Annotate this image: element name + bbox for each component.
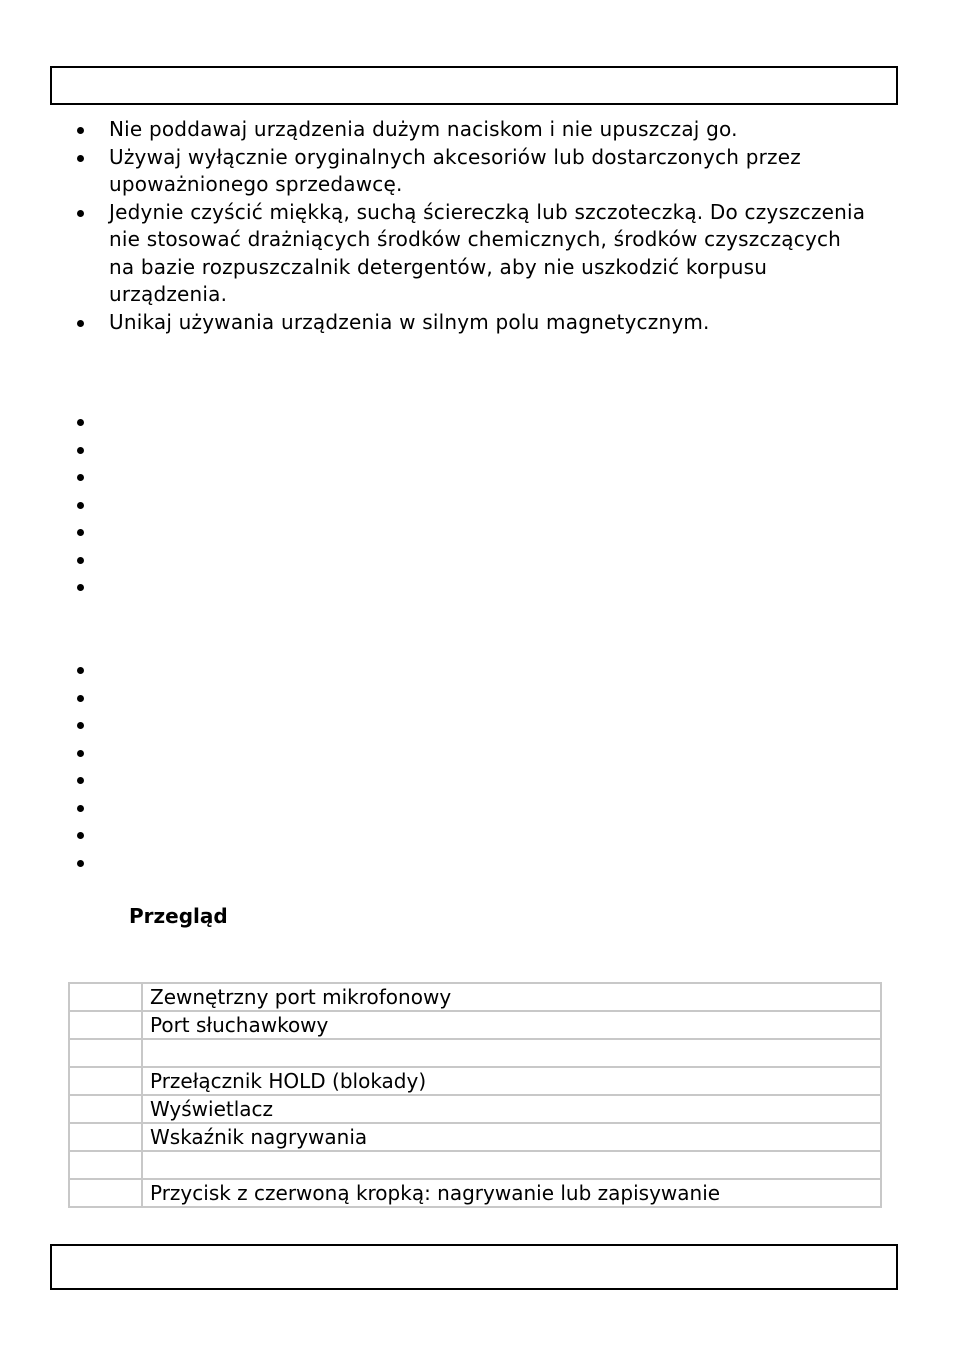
table-row	[69, 1123, 881, 1151]
section-heading: Przegląd	[129, 904, 228, 928]
list-item: Unikaj używania urządzenia w silnym polu magnetycznym.	[0, 309, 869, 337]
safety-list	[0, 116, 869, 336]
bullet-icon	[77, 777, 84, 784]
bullet-icon	[77, 557, 84, 564]
bullet-icon	[77, 584, 84, 591]
table-row	[69, 1179, 881, 1207]
part-number	[69, 983, 142, 1011]
table-row	[69, 1011, 881, 1039]
part-label: Wyświetlacz	[142, 1095, 881, 1123]
bullet-icon	[77, 210, 84, 217]
part-label: Wskaźnik nagrywania	[142, 1123, 881, 1151]
part-label	[142, 1151, 881, 1179]
bullet-icon	[77, 722, 84, 729]
table-row	[69, 1067, 881, 1095]
list-item: Jedynie czyścić miękką, suchą ściereczką lub szczoteczką. Do czyszczenia nie stosować drażniących środków chemicznych, środków czyszczących na bazie rozpuszczalnik detergentów, aby nie uszkodzić korpusu urządzenia.	[0, 199, 869, 309]
list-item: Używaj wyłącznie oryginalnych akcesoriów lub dostarczonych przez upoważnionego sprzedawcę.	[0, 144, 869, 199]
bullet-icon	[77, 419, 84, 426]
part-label: Zewnętrzny port mikrofonowy	[142, 983, 881, 1011]
bullet-icon	[77, 502, 84, 509]
table-row	[69, 1095, 881, 1123]
parts-table	[68, 982, 882, 1208]
part-label: Przełącznik HOLD (blokady)	[142, 1067, 881, 1095]
part-label	[142, 1039, 881, 1067]
bullet-icon	[77, 127, 84, 134]
bullet-icon	[77, 155, 84, 162]
bullet-icon	[77, 805, 84, 812]
bullet-icon	[77, 750, 84, 757]
part-label: Port słuchawkowy	[142, 1011, 881, 1039]
part-number	[69, 1123, 142, 1151]
table-row	[69, 1039, 881, 1067]
part-number	[69, 1067, 142, 1095]
list-item: Nie poddawaj urządzenia dużym naciskom i nie upuszczaj go.	[0, 116, 869, 144]
bullet-icon	[77, 860, 84, 867]
part-number	[69, 1151, 142, 1179]
header-box	[50, 66, 898, 105]
bullet-icon	[77, 695, 84, 702]
part-number	[69, 1039, 142, 1067]
bullet-icon	[77, 320, 84, 327]
part-label: Przycisk z czerwoną kropką: nagrywanie lub zapisywanie	[142, 1179, 881, 1207]
part-number	[69, 1179, 142, 1207]
part-number	[69, 1011, 142, 1039]
bullet-icon	[77, 474, 84, 481]
bullet-icon	[77, 529, 84, 536]
footer-box	[50, 1244, 898, 1290]
bullet-icon	[77, 667, 84, 674]
bullet-icon	[77, 447, 84, 454]
bullet-icon	[77, 832, 84, 839]
part-number	[69, 1095, 142, 1123]
table-row	[69, 983, 881, 1011]
table-row	[69, 1151, 881, 1179]
